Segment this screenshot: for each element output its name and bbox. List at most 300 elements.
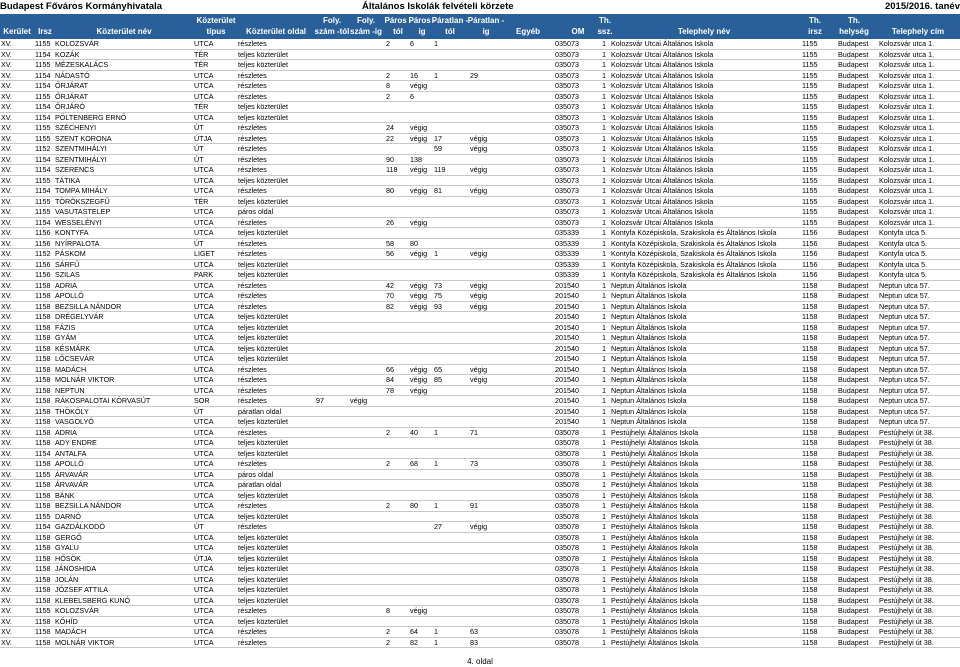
cell-site-address: Neptun utca 57. — [879, 354, 930, 363]
cell-site-name: Kolozsvár Utcai Általános Iskola — [611, 39, 714, 48]
table-row — [0, 92, 960, 103]
table-row — [0, 207, 960, 218]
cell-site-zip: 1158 — [802, 469, 818, 479]
cell-site-index: 1 — [602, 532, 606, 542]
cell-zip: 1155 — [35, 91, 51, 101]
cell-district: XV. — [1, 186, 12, 195]
cell-om-code: 035339 — [555, 259, 579, 269]
cell-street-name: ÁRVAVÁR — [55, 469, 89, 479]
cell-street-side: részletes — [238, 165, 267, 174]
cell-zip: 1158 — [35, 438, 51, 447]
table-row — [0, 60, 960, 71]
cell-street-name: BÁNK — [55, 490, 75, 500]
cell-site-zip: 1155 — [802, 217, 818, 227]
cell-street-type: TÉR — [194, 60, 209, 69]
cell-site-address: Kontyfa utca 5. — [879, 228, 927, 237]
cell-street-name: PÁSKOM — [55, 249, 86, 258]
cell-site-zip: 1158 — [802, 627, 818, 636]
cell-street-side: teljes közterület — [238, 616, 288, 626]
header-cont-from-line1: Foly. — [322, 16, 342, 25]
cell-street-type: PARK — [194, 270, 214, 279]
cell-even-from: 58 — [386, 238, 394, 248]
cell-street-type: ÚTJA — [194, 553, 212, 563]
cell-street-type: UTCA — [194, 39, 214, 48]
cell-zip: 1158 — [35, 322, 51, 332]
cell-district: XV. — [1, 574, 12, 584]
cell-site-name: Neptun Általános Iskola — [611, 396, 687, 405]
cell-site-address: Pestújhelyi út 38. — [879, 574, 934, 584]
cell-site-index: 1 — [602, 385, 606, 395]
cell-site-city: Budapest — [838, 175, 869, 185]
cell-street-type: UTCA — [194, 469, 214, 479]
cell-street-side: teljes közterület — [238, 333, 288, 342]
cell-even-to: 6 — [410, 91, 414, 101]
cell-district: XV. — [1, 490, 12, 500]
cell-site-address: Neptun utca 57. — [879, 364, 930, 374]
cell-street-name: NEPTUN — [55, 385, 85, 395]
cell-site-city: Budapest — [838, 375, 869, 384]
table-row — [0, 270, 960, 281]
cell-street-side: teljes közterület — [238, 322, 288, 332]
cell-even-from: 66 — [386, 364, 394, 374]
cell-street-name: ŐRJÁRÓ — [55, 102, 85, 111]
cell-site-address: Neptun utca 57. — [879, 333, 930, 342]
cell-site-city: Budapest — [838, 364, 869, 374]
cell-site-address: Pestújhelyi út 38. — [879, 480, 934, 489]
cell-district: XV. — [1, 532, 12, 542]
cell-site-zip: 1158 — [802, 511, 818, 521]
cell-street-type: UTCA — [194, 606, 214, 615]
cell-site-index: 1 — [602, 490, 606, 500]
cell-om-code: 035078 — [555, 532, 579, 542]
header-cont-to: szám -ig — [349, 27, 383, 36]
cell-zip: 1154 — [35, 102, 51, 111]
cell-even-to: végig — [410, 375, 428, 384]
table-row — [0, 428, 960, 439]
cell-street-side: teljes közterület — [238, 354, 288, 363]
cell-even-from: 42 — [386, 280, 394, 290]
cell-street-type: UTCA — [194, 511, 214, 521]
cell-site-address: Kolozsvár utca 1. — [879, 217, 935, 227]
cell-street-name: TÖRÖKSZEGFŰ — [55, 196, 110, 206]
cell-zip: 1158 — [35, 406, 51, 416]
cell-site-city: Budapest — [838, 459, 869, 468]
cell-site-city: Budapest — [838, 112, 869, 122]
cell-site-zip: 1156 — [802, 238, 818, 248]
cell-zip: 1158 — [35, 291, 51, 300]
cell-site-city: Budapest — [838, 49, 869, 59]
cell-site-name: Kontyfa Középiskola, Szakiskola és Általános Iskola — [611, 259, 777, 269]
cell-zip: 1154 — [35, 49, 51, 59]
cell-street-type: ÚT — [194, 522, 204, 531]
cell-om-code: 201540 — [555, 406, 579, 416]
cell-street-side: páros oldal — [238, 469, 274, 479]
cell-site-index: 1 — [602, 291, 606, 300]
table-row — [0, 197, 960, 208]
cell-site-name: Neptun Általános Iskola — [611, 312, 687, 321]
cell-street-type: UTCA — [194, 175, 214, 185]
cell-om-code: 035073 — [555, 102, 579, 111]
cell-odd-from: 119 — [434, 165, 446, 174]
table-row — [0, 617, 960, 628]
cell-site-address: Neptun utca 57. — [879, 312, 930, 321]
cell-site-city: Budapest — [838, 270, 869, 279]
cell-site-address: Kontyfa utca 5. — [879, 259, 927, 269]
cell-site-zip: 1155 — [802, 165, 818, 174]
table-row — [0, 396, 960, 407]
cell-district: XV. — [1, 375, 12, 384]
cell-site-index: 1 — [602, 60, 606, 69]
cell-site-zip: 1155 — [802, 112, 818, 122]
cell-odd-from: 81 — [434, 186, 442, 195]
cell-street-type: UTCA — [194, 574, 214, 584]
cell-district: XV. — [1, 270, 12, 279]
cell-site-zip: 1158 — [802, 427, 818, 437]
cell-district: XV. — [1, 448, 12, 458]
cell-site-city: Budapest — [838, 91, 869, 101]
cell-district: XV. — [1, 616, 12, 626]
cell-site-zip: 1155 — [802, 81, 818, 90]
cell-district: XV. — [1, 322, 12, 332]
cell-street-name: ÁRVAVÁR — [55, 480, 89, 489]
table-row — [0, 596, 960, 607]
cell-site-city: Budapest — [838, 217, 869, 227]
cell-even-from: 2 — [386, 627, 390, 636]
cell-street-side: részletes — [238, 637, 267, 647]
cell-om-code: 035078 — [555, 627, 579, 636]
cell-om-code: 035339 — [555, 270, 579, 279]
cell-street-type: UTCA — [194, 543, 214, 552]
cell-om-code: 035078 — [555, 511, 579, 521]
cell-even-to: végig — [410, 249, 428, 258]
cell-zip: 1158 — [35, 564, 51, 573]
cell-site-name: Pestújhelyi Általános Iskola — [611, 511, 699, 521]
cell-site-address: Kolozsvár utca 1. — [879, 102, 935, 111]
cell-street-name: MOLNÁR VIKTOR — [55, 375, 115, 384]
cell-street-type: UTCA — [194, 448, 214, 458]
cell-zip: 1154 — [35, 70, 51, 80]
cell-street-side: részletes — [238, 364, 267, 374]
cell-site-name: Neptun Általános Iskola — [611, 354, 687, 363]
cell-site-zip: 1158 — [802, 438, 818, 447]
cell-street-type: SOR — [194, 396, 210, 405]
cell-street-side: részletes — [238, 627, 267, 636]
cell-site-zip: 1155 — [802, 70, 818, 80]
cell-zip: 1158 — [35, 553, 51, 563]
cell-district: XV. — [1, 522, 12, 531]
cell-site-index: 1 — [602, 406, 606, 416]
cell-om-code: 201540 — [555, 322, 579, 332]
cell-site-address: Kolozsvár utca 1. — [879, 133, 935, 143]
cell-site-address: Neptun utca 57. — [879, 291, 930, 300]
cell-site-address: Pestújhelyi út 38. — [879, 616, 934, 626]
cell-even-from: 2 — [386, 637, 390, 647]
cell-site-zip: 1158 — [802, 543, 818, 552]
cell-site-address: Pestújhelyi út 38. — [879, 627, 934, 636]
cell-even-from: 70 — [386, 291, 394, 300]
table-row — [0, 239, 960, 250]
table-row — [0, 522, 960, 533]
table-row — [0, 438, 960, 449]
cell-site-name: Kolozsvár Utcai Általános Iskola — [611, 70, 714, 80]
cell-district: XV. — [1, 123, 12, 132]
cell-site-city: Budapest — [838, 249, 869, 258]
table-row — [0, 627, 960, 638]
cell-street-side: teljes közterület — [238, 553, 288, 563]
cell-street-side: teljes közterület — [238, 511, 288, 521]
cell-site-city: Budapest — [838, 228, 869, 237]
cell-street-type: UTCA — [194, 165, 214, 174]
document-title: Általános Iskolák felvételi körzete — [362, 1, 514, 12]
cell-district: XV. — [1, 595, 12, 605]
cell-zip: 1158 — [35, 585, 51, 594]
cell-odd-from: 1 — [434, 501, 438, 510]
cell-zip: 1158 — [35, 616, 51, 626]
header-site-city: helység — [839, 27, 869, 36]
cell-street-type: ÚT — [194, 123, 204, 132]
table-row — [0, 260, 960, 271]
cell-site-index: 1 — [602, 375, 606, 384]
cell-even-from: 84 — [386, 375, 394, 384]
cell-zip: 1158 — [35, 301, 51, 311]
cell-even-to: 80 — [410, 238, 418, 248]
cell-om-code: 035339 — [555, 228, 579, 237]
cell-street-name: WESSELÉNYI — [55, 217, 102, 227]
cell-site-index: 1 — [602, 217, 606, 227]
cell-site-city: Budapest — [838, 291, 869, 300]
cell-odd-to: végig — [470, 186, 488, 195]
cell-street-type: UTCA — [194, 343, 214, 353]
cell-even-to: 64 — [410, 627, 418, 636]
cell-even-to: 16 — [410, 70, 418, 80]
cell-street-side: részletes — [238, 301, 267, 311]
cell-site-zip: 1158 — [802, 532, 818, 542]
cell-even-to: végig — [410, 280, 428, 290]
cell-zip: 1158 — [35, 595, 51, 605]
cell-om-code: 035078 — [555, 501, 579, 510]
cell-site-index: 1 — [602, 249, 606, 258]
cell-om-code: 035073 — [555, 133, 579, 143]
cell-site-city: Budapest — [838, 354, 869, 363]
cell-zip: 1158 — [35, 343, 51, 353]
cell-om-code: 035078 — [555, 637, 579, 647]
cell-zip: 1155 — [35, 469, 51, 479]
cell-street-name: LŐCSEVÁR — [55, 354, 95, 363]
cell-site-name: Neptun Általános Iskola — [611, 343, 687, 353]
header-even-to: ig — [418, 27, 426, 36]
table-row — [0, 123, 960, 134]
cell-site-address: Neptun utca 57. — [879, 396, 930, 405]
cell-district: XV. — [1, 564, 12, 573]
cell-zip: 1155 — [35, 511, 51, 521]
cell-even-from: 22 — [386, 133, 394, 143]
cell-street-name: GAZDÁLKODÓ — [55, 522, 105, 531]
cell-zip: 1156 — [35, 228, 51, 237]
cell-zip: 1158 — [35, 637, 51, 647]
header-cont-from: szám -tól — [314, 27, 350, 36]
cell-site-zip: 1158 — [802, 448, 818, 458]
cell-street-side: részletes — [238, 501, 267, 510]
cell-site-city: Budapest — [838, 606, 869, 615]
cell-zip: 1155 — [35, 196, 51, 206]
cell-district: XV. — [1, 91, 12, 101]
cell-street-type: UTCA — [194, 385, 214, 395]
cell-om-code: 035078 — [555, 585, 579, 594]
cell-site-zip: 1155 — [802, 123, 818, 132]
cell-site-zip: 1158 — [802, 322, 818, 332]
header-district: Kerület — [3, 27, 31, 36]
cell-street-name: FÁZIS — [55, 322, 76, 332]
cell-zip: 1158 — [35, 312, 51, 321]
cell-street-side: teljes közterület — [238, 196, 288, 206]
cell-site-zip: 1155 — [802, 196, 818, 206]
table-row — [0, 102, 960, 113]
cell-site-city: Budapest — [838, 564, 869, 573]
cell-site-name: Pestújhelyi Általános Iskola — [611, 543, 699, 552]
cell-district: XV. — [1, 112, 12, 122]
cell-site-zip: 1158 — [802, 553, 818, 563]
cell-street-name: ADY ENDRE — [55, 438, 97, 447]
table-row — [0, 302, 960, 313]
cell-site-name: Kontyfa Középiskola, Szakiskola és Általános Iskola — [611, 238, 777, 248]
cell-street-name: KOLOZSVÁR — [55, 606, 99, 615]
cell-street-type: UTCA — [194, 280, 214, 290]
cell-street-type: UTCA — [194, 259, 214, 269]
cell-even-from: 24 — [386, 123, 394, 132]
cell-even-from: 2 — [386, 501, 390, 510]
cell-site-city: Budapest — [838, 207, 869, 216]
cell-even-from: 2 — [386, 91, 390, 101]
cell-district: XV. — [1, 469, 12, 479]
cell-site-address: Kolozsvár utca 1. — [879, 154, 935, 164]
cell-street-side: részletes — [238, 427, 267, 437]
cell-site-name: Neptun Általános Iskola — [611, 291, 687, 300]
cell-site-index: 1 — [602, 522, 606, 531]
cell-district: XV. — [1, 301, 12, 311]
school-year: 2015/2016. tanév — [884, 1, 960, 12]
cell-site-address: Kolozsvár utca 1. — [879, 186, 935, 195]
cell-street-name: ADRIA — [55, 427, 77, 437]
cell-street-name: GYÁM — [55, 333, 77, 342]
cell-street-type: TÉR — [194, 49, 209, 59]
cell-zip: 1155 — [35, 175, 51, 185]
cell-even-to: végig — [410, 385, 428, 395]
table-row — [0, 312, 960, 323]
cell-zip: 1154 — [35, 81, 51, 90]
cell-zip: 1158 — [35, 375, 51, 384]
cell-zip: 1155 — [35, 39, 51, 48]
cell-district: XV. — [1, 60, 12, 69]
cell-site-name: Pestújhelyi Általános Iskola — [611, 532, 699, 542]
cell-site-address: Pestújhelyi út 38. — [879, 501, 934, 510]
cell-odd-to: végig — [470, 375, 488, 384]
cell-site-name: Kontyfa Középiskola, Szakiskola és Általános Iskola — [611, 249, 777, 258]
cell-even-from: 26 — [386, 217, 394, 227]
cell-site-index: 1 — [602, 459, 606, 468]
header-street-name: Közterület név — [96, 27, 152, 36]
cell-street-type: UTCA — [194, 291, 214, 300]
cell-site-address: Kolozsvár utca 1. — [879, 196, 935, 206]
cell-site-zip: 1155 — [802, 60, 818, 69]
cell-zip: 1158 — [35, 385, 51, 395]
cell-street-name: JÓZSEF ATTILA — [55, 585, 108, 594]
cell-odd-to: végig — [470, 249, 488, 258]
cell-site-zip: 1155 — [802, 39, 818, 48]
cell-street-side: teljes közterület — [238, 102, 288, 111]
cell-district: XV. — [1, 39, 12, 48]
cell-street-side: részletes — [238, 154, 267, 164]
cell-site-city: Budapest — [838, 438, 869, 447]
cell-street-name: SÁRFŰ — [55, 259, 80, 269]
cell-site-index: 1 — [602, 49, 606, 59]
cell-om-code: 035073 — [555, 112, 579, 122]
cell-site-city: Budapest — [838, 396, 869, 405]
header-odd-from-line1: Páratlan - — [431, 16, 469, 25]
header-zip: Irsz — [38, 27, 52, 36]
cell-om-code: 035078 — [555, 490, 579, 500]
cell-district: XV. — [1, 637, 12, 647]
cell-site-zip: 1155 — [802, 133, 818, 143]
cell-street-name: VASUTASTELEP — [55, 207, 111, 216]
cell-street-name: PÖLTENBERG ERNŐ — [55, 112, 127, 122]
cell-om-code: 035073 — [555, 60, 579, 69]
header-cont-to-line1: Foly. — [356, 16, 376, 25]
cell-site-name: Kolozsvár Utcai Általános Iskola — [611, 175, 714, 185]
cell-zip: 1154 — [35, 522, 51, 531]
cell-street-type: UTCA — [194, 322, 214, 332]
cell-street-type: UTCA — [194, 438, 214, 447]
header-site-address: Telephely cím — [891, 27, 945, 36]
cell-street-type: UTCA — [194, 217, 214, 227]
cell-site-index: 1 — [602, 564, 606, 573]
cell-om-code: 035078 — [555, 438, 579, 447]
cell-site-zip: 1158 — [802, 606, 818, 615]
cell-om-code: 201540 — [555, 343, 579, 353]
cell-street-side: részletes — [238, 186, 267, 195]
table-row — [0, 344, 960, 355]
cell-even-to: végig — [410, 81, 428, 90]
table-row — [0, 480, 960, 491]
cell-street-side: teljes közterület — [238, 60, 288, 69]
cell-district: XV. — [1, 249, 12, 258]
cell-odd-from: 1 — [434, 70, 438, 80]
cell-district: XV. — [1, 501, 12, 510]
cell-site-address: Pestújhelyi út 38. — [879, 490, 934, 500]
cell-site-name: Kolozsvár Utcai Általános Iskola — [611, 165, 714, 174]
cell-site-city: Budapest — [838, 448, 869, 458]
cell-even-to: végig — [410, 301, 428, 311]
cell-zip: 1158 — [35, 543, 51, 552]
cell-site-index: 1 — [602, 438, 606, 447]
cell-street-name: TOMPA MIHÁLY — [55, 186, 108, 195]
header-site-zip: irsz — [808, 27, 822, 36]
cell-site-index: 1 — [602, 301, 606, 311]
cell-site-name: Kolozsvár Utcai Általános Iskola — [611, 102, 714, 111]
cell-street-side: részletes — [238, 70, 267, 80]
cell-om-code: 201540 — [555, 385, 579, 395]
cell-site-name: Neptun Általános Iskola — [611, 375, 687, 384]
cell-site-name: Neptun Általános Iskola — [611, 322, 687, 332]
cell-site-name: Pestújhelyi Általános Iskola — [611, 448, 699, 458]
cell-site-city: Budapest — [838, 333, 869, 342]
cell-even-from: 2 — [386, 39, 390, 48]
cell-street-name: NÁDASTÓ — [55, 70, 90, 80]
cell-site-name: Pestújhelyi Általános Iskola — [611, 574, 699, 584]
cell-street-type: ÚTJA — [194, 133, 212, 143]
cell-om-code: 035078 — [555, 469, 579, 479]
cell-even-to: végig — [410, 606, 428, 615]
cell-site-index: 1 — [602, 448, 606, 458]
